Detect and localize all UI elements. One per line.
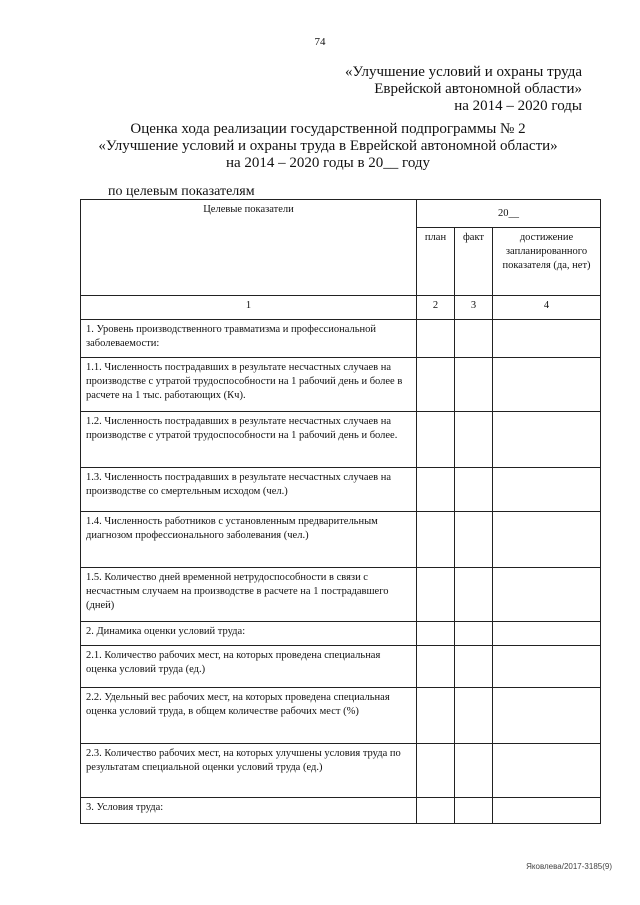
- plan-cell: [417, 358, 455, 412]
- fact-cell: [455, 320, 493, 358]
- plan-cell: [417, 512, 455, 568]
- indicator-cell: 1.5. Количество дней временной нетрудоспособности в связи с несчастным случаем на производстве в расчете на 1 пострадавшего (дней): [81, 568, 417, 622]
- title-line: «Улучшение условий и охраны труда в Еврейской автономной области»: [98, 138, 558, 154]
- table-header-row: [81, 200, 601, 228]
- header-fact: факт: [455, 228, 493, 296]
- indicator-cell: 1.4. Численность работников с установленным предварительным диагнозом профессионального заболевания (чел.): [81, 512, 417, 568]
- header-plan: план: [417, 228, 455, 296]
- indicator-cell: 2. Динамика оценки условий труда:: [81, 622, 417, 646]
- indicator-cell: 2.3. Количество рабочих мест, на которых улучшены условия труда по результатам специальной оценки условий труда (ед.): [81, 744, 417, 798]
- document-reference-mark: Яковлева/2017-3185(9): [526, 862, 612, 871]
- achievement-cell: [493, 798, 601, 824]
- plan-cell: [417, 468, 455, 512]
- fact-cell: [455, 622, 493, 646]
- achievement-cell: [493, 412, 601, 468]
- indicator-cell: 1.3. Численность пострадавших в результате несчастных случаев на производстве со смертельным исходом (чел.): [81, 468, 417, 512]
- header-indicators: Целевые показатели: [81, 200, 417, 296]
- program-reference: [345, 64, 582, 115]
- plan-cell: [417, 320, 455, 358]
- column-number: 2: [417, 296, 455, 320]
- table-row: [81, 744, 601, 798]
- program-reference-line: Еврейской автономной области»: [374, 81, 582, 97]
- subtitle: по целевым показателям: [108, 184, 255, 199]
- achievement-cell: [493, 688, 601, 744]
- achievement-cell: [493, 568, 601, 622]
- title-line: Оценка хода реализации государственной подпрограммы № 2: [130, 121, 526, 137]
- column-number: 1: [81, 296, 417, 320]
- table-row: [81, 798, 601, 824]
- achievement-cell: [493, 320, 601, 358]
- fact-cell: [455, 688, 493, 744]
- fact-cell: [455, 412, 493, 468]
- fact-cell: [455, 744, 493, 798]
- achievement-cell: [493, 512, 601, 568]
- title-line: на 2014 – 2020 годы в 20__ году: [225, 155, 431, 171]
- fact-cell: [455, 512, 493, 568]
- fact-cell: [455, 568, 493, 622]
- plan-cell: [417, 568, 455, 622]
- indicator-cell: 2.2. Удельный вес рабочих мест, на которых проведена специальная оценка условий труда, в общем количестве рабочих мест (%): [81, 688, 417, 744]
- plan-cell: [417, 646, 455, 688]
- header-year: 20__: [417, 200, 601, 228]
- achievement-cell: [493, 646, 601, 688]
- table-row: [81, 688, 601, 744]
- fact-cell: [455, 646, 493, 688]
- achievement-cell: [493, 744, 601, 798]
- indicators-table: [80, 199, 601, 824]
- fact-cell: [455, 358, 493, 412]
- table-row: [81, 512, 601, 568]
- fact-cell: [455, 798, 493, 824]
- plan-cell: [417, 798, 455, 824]
- header-achievement: достижение запланированного показателя (да, нет): [493, 228, 601, 296]
- plan-cell: [417, 744, 455, 798]
- plan-cell: [417, 622, 455, 646]
- program-reference-line: «Улучшение условий и охраны труда: [345, 64, 582, 80]
- indicator-cell: 1.1. Численность пострадавших в результате несчастных случаев на производстве с утратой трудоспособности на 1 рабочий день и более в расчете на 1 тыс. работающих (Кч).: [81, 358, 417, 412]
- column-number: 3: [455, 296, 493, 320]
- indicator-cell: 1.2. Численность пострадавших в результате несчастных случаев на производстве с утратой трудоспособности на 1 рабочий день и более.: [81, 412, 417, 468]
- achievement-cell: [493, 468, 601, 512]
- column-number: 4: [493, 296, 601, 320]
- table-row: [81, 646, 601, 688]
- achievement-cell: [493, 358, 601, 412]
- column-numbers-row: [81, 296, 601, 320]
- table-row: [81, 468, 601, 512]
- table-row: [81, 622, 601, 646]
- table-row: [81, 412, 601, 468]
- document-title: [78, 121, 578, 172]
- indicator-cell: 1. Уровень производственного травматизма и профессиональной заболеваемости:: [81, 320, 417, 358]
- achievement-cell: [493, 622, 601, 646]
- plan-cell: [417, 412, 455, 468]
- plan-cell: [417, 688, 455, 744]
- program-reference-line: на 2014 – 2020 годы: [454, 98, 582, 114]
- table-row: [81, 320, 601, 358]
- indicator-cell: 3. Условия труда:: [81, 798, 417, 824]
- indicator-cell: 2.1. Количество рабочих мест, на которых проведена специальная оценка условий труда (ед.): [81, 646, 417, 688]
- fact-cell: [455, 468, 493, 512]
- table-row: [81, 358, 601, 412]
- table-row: [81, 568, 601, 622]
- page-number: 74: [314, 36, 326, 48]
